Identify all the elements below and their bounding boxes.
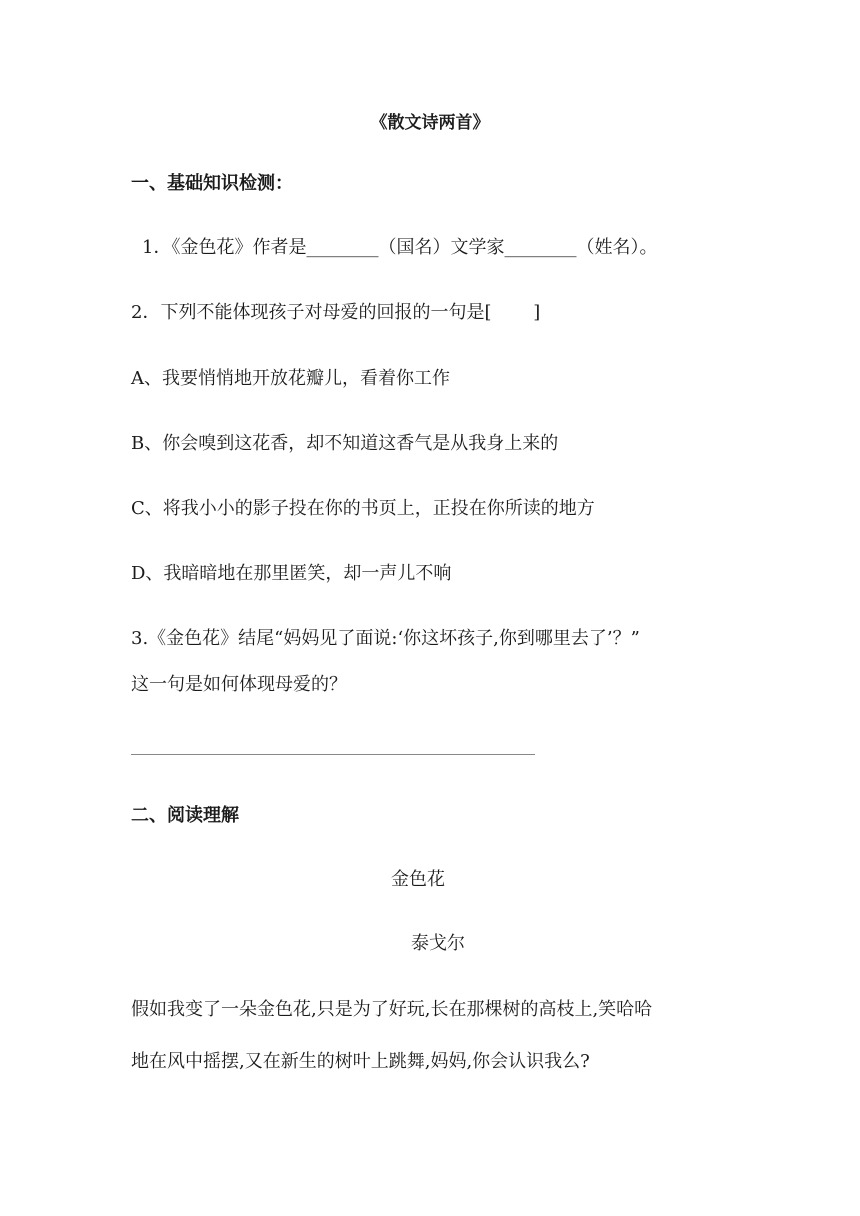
section-heading-basics: 一、基础知识检测：: [131, 173, 293, 194]
poem-paragraph-line-1: 假如我变了一朵金色花,只是为了好玩,长在那棵树的高枝上,笑哈哈: [131, 999, 653, 1020]
poem-paragraph-line-2: 地在风中摇摆,又在新生的树叶上跳舞,妈妈,你会认识我么?: [131, 1051, 590, 1072]
answer-blank-line: [131, 754, 535, 755]
option-a: A、我要悄悄地开放花瓣儿，看着你工作: [131, 368, 450, 389]
option-c: C、将我小小的影子投在你的书页上，正投在你所读的地方: [131, 498, 595, 519]
section-heading-reading: 二、阅读理解: [131, 805, 239, 826]
question-3-line-1: 3.《金色花》结尾“妈妈见了面说:‘你这坏孩子,你到哪里去了’？”: [131, 628, 640, 649]
poem-author: 泰戈尔: [411, 933, 465, 954]
option-d: D、我暗暗地在那里匿笑，却一声儿不响: [131, 563, 452, 584]
question-1: 1．《金色花》作者是________（国名）文学家________（姓名）。: [142, 237, 658, 258]
question-2: 2．下列不能体现孩子对母爱的回报的一句是[ ]: [131, 302, 541, 323]
poem-title: 金色花: [391, 869, 445, 890]
option-b: B、你会嗅到这花香，却不知道这香气是从我身上来的: [131, 433, 559, 454]
document-title: 《散文诗两首》: [370, 113, 490, 133]
question-3-line-2: 这一句是如何体现母爱的？: [131, 674, 347, 695]
